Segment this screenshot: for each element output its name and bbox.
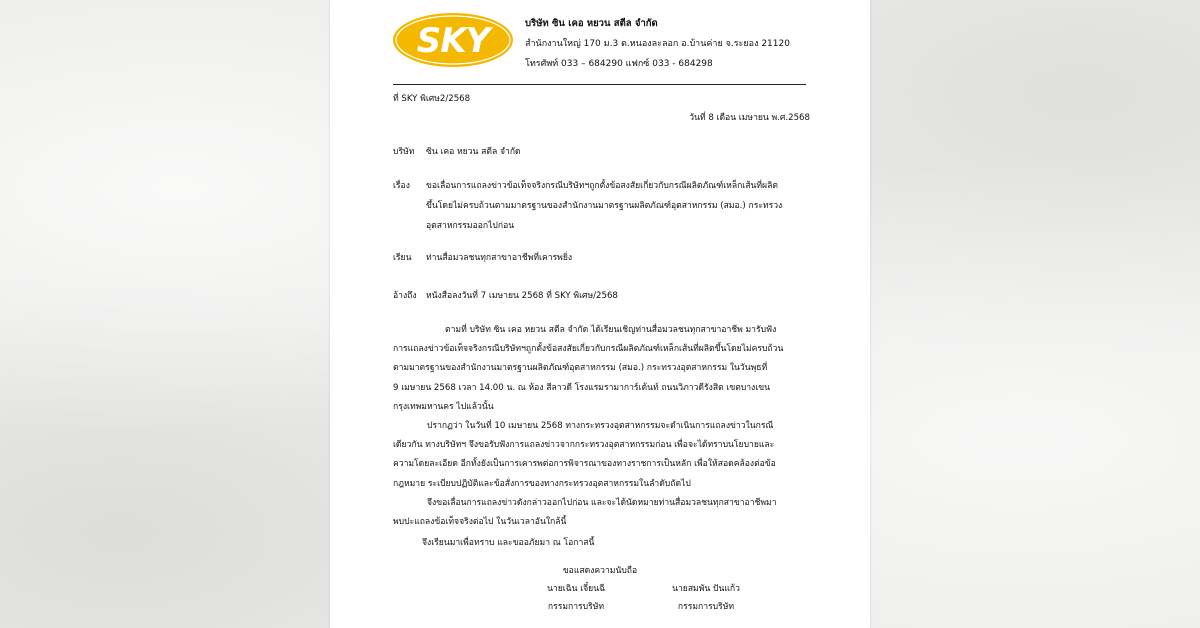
subject-line: ขึ้นโดยไม่ครบถ้วนตามมาตรฐานของสำนักงานมาตรฐานผลิตภัณฑ์อุตสาหกรรม (สมอ.) กระทรวง: [426, 201, 783, 211]
subject-line: อุตสาหกรรมออกไปก่อน: [426, 221, 515, 231]
body-line: ตามมาตรฐานของสำนักงานมาตรฐานผลิตภัณฑ์อุตสาหกรรม (สมอ.) กระทรวงอุตสาหกรรม ในวันพุธที่: [393, 363, 768, 374]
recipient-label: เรียน: [393, 253, 412, 263]
sky-logo: [392, 12, 514, 68]
closing-request: จึงเรียนมาเพื่อทราบ และขออภัยมา ณ โอกาสนี้: [422, 538, 595, 548]
recipient-value: ท่านสื่อมวลชนทุกสาขาอาชีพที่เคารพยิ่ง: [426, 253, 573, 263]
signatory-2-name: นายสมพัน ปันแก้ว: [672, 584, 740, 594]
reference-value: หนังสือลงวันที่ 7 เมษายน 2568 ที่ SKY พิเศษ/2568: [426, 291, 618, 301]
company-address: สำนักงานใหญ่ 170 ม.3 ต.หนองละลอก อ.บ้านค่าย จ.ระยอง 21120: [525, 39, 790, 49]
signatory-1-name: นายเฉิน เจี๋ยนฉี: [547, 584, 605, 594]
signatory-1-title: กรรมการบริษัท: [547, 602, 605, 612]
body-line: ปรากฏว่า ในวันที่ 10 เมษายน 2568 ทางกระทรวงอุตสาหกรรมจะดำเนินการแถลงข่าวในกรณี: [427, 421, 774, 432]
body-line: 9 เมษายน 2568 เวลา 14.00 น. ณ ห้อง สีลาวดี โรงแรมรามาการ์เด้นท์ ถนนวิภาวดีรังสิต เขตบางเขน: [393, 382, 770, 393]
body-line: เดียวกัน ทางบริษัทฯ จึงขอรับฟังการแถลงข่าวจากกระทรวงอุตสาหกรรมก่อน เพื่อจะได้ทราบนโยบายและ: [393, 440, 775, 451]
signatory-2-title: กรรมการบริษัท: [677, 602, 735, 612]
body-line: พบปะแถลงข้อเท็จจริงต่อไป ในวันเวลาอันใกล้นี้: [393, 517, 567, 528]
to-company-value: ซิน เคอ หยวน สตีล จำกัด: [426, 147, 521, 157]
letter-page: [330, 0, 870, 628]
letter-body: [393, 321, 809, 532]
body-line: กรุงเทพมหานคร ไปแล้วนั้น: [393, 401, 494, 412]
subject-text: [426, 176, 810, 236]
closing-salutation: ขอแสดงความนับถือ: [562, 566, 638, 576]
body-line: ตามที่ บริษัท ซิน เคอ หยวน สตีล จำกัด ได้เรียนเชิญท่านสื่อมวลชนทุกสาขาอาชีพ มารับฟัง: [445, 325, 777, 335]
company-name: บริษัท ซิน เคอ หยวน สตีล จำกัด: [525, 18, 658, 29]
body-line: กฎหมาย ระเบียบปฏิบัติและข้อสั่งการของทางกระทรวงอุตสาหกรรมในลำดับถัดไป: [393, 478, 691, 489]
logo-text: SKY: [416, 21, 490, 61]
company-phone: โทรศัพท์ 033 – 684290 แฟกซ์ 033 - 684298: [525, 59, 713, 69]
header-divider: [393, 84, 806, 85]
subject-label: เรื่อง: [393, 181, 410, 191]
to-company-label: บริษัท: [393, 147, 415, 157]
letter-date: วันที่ 8 เดือน เมษายน พ.ศ.2568: [689, 113, 810, 123]
body-line: การแถลงข่าวข้อเท็จจริงกรณีบริษัทฯถูกตั้งข้อสงสัยเกี่ยวกับกรณีผลิตภัณฑ์เหล็กเส้นที่ผลิตขึ้นโดยไม่ครบถ้วน: [393, 344, 784, 355]
reference-number: ที่ SKY พิเศษ2/2568: [393, 94, 471, 104]
body-line: ความโดยละเอียด อีกทั้งยังเป็นการเคารพต่อการพิจารณาของทางราชการเป็นหลัก เพื่อให้สอดคล้องต่อข้อ: [393, 459, 776, 470]
reference-label: อ้างถึง: [393, 291, 417, 301]
company-info: [525, 14, 855, 74]
body-line: จึงขอเลื่อนการแถลงข่าวดังกล่าวออกไปก่อน และจะได้นัดหมายท่านสื่อมวลชนทุกสาขาอาชีพมา: [427, 497, 777, 508]
subject-line: ขอเลื่อนการแถลงข่าวข้อเท็จจริงกรณีบริษัทฯถูกตั้งข้อสงสัยเกี่ยวกับกรณีผลิตภัณฑ์เหล็กเส้นที่ผลิต: [426, 181, 778, 191]
